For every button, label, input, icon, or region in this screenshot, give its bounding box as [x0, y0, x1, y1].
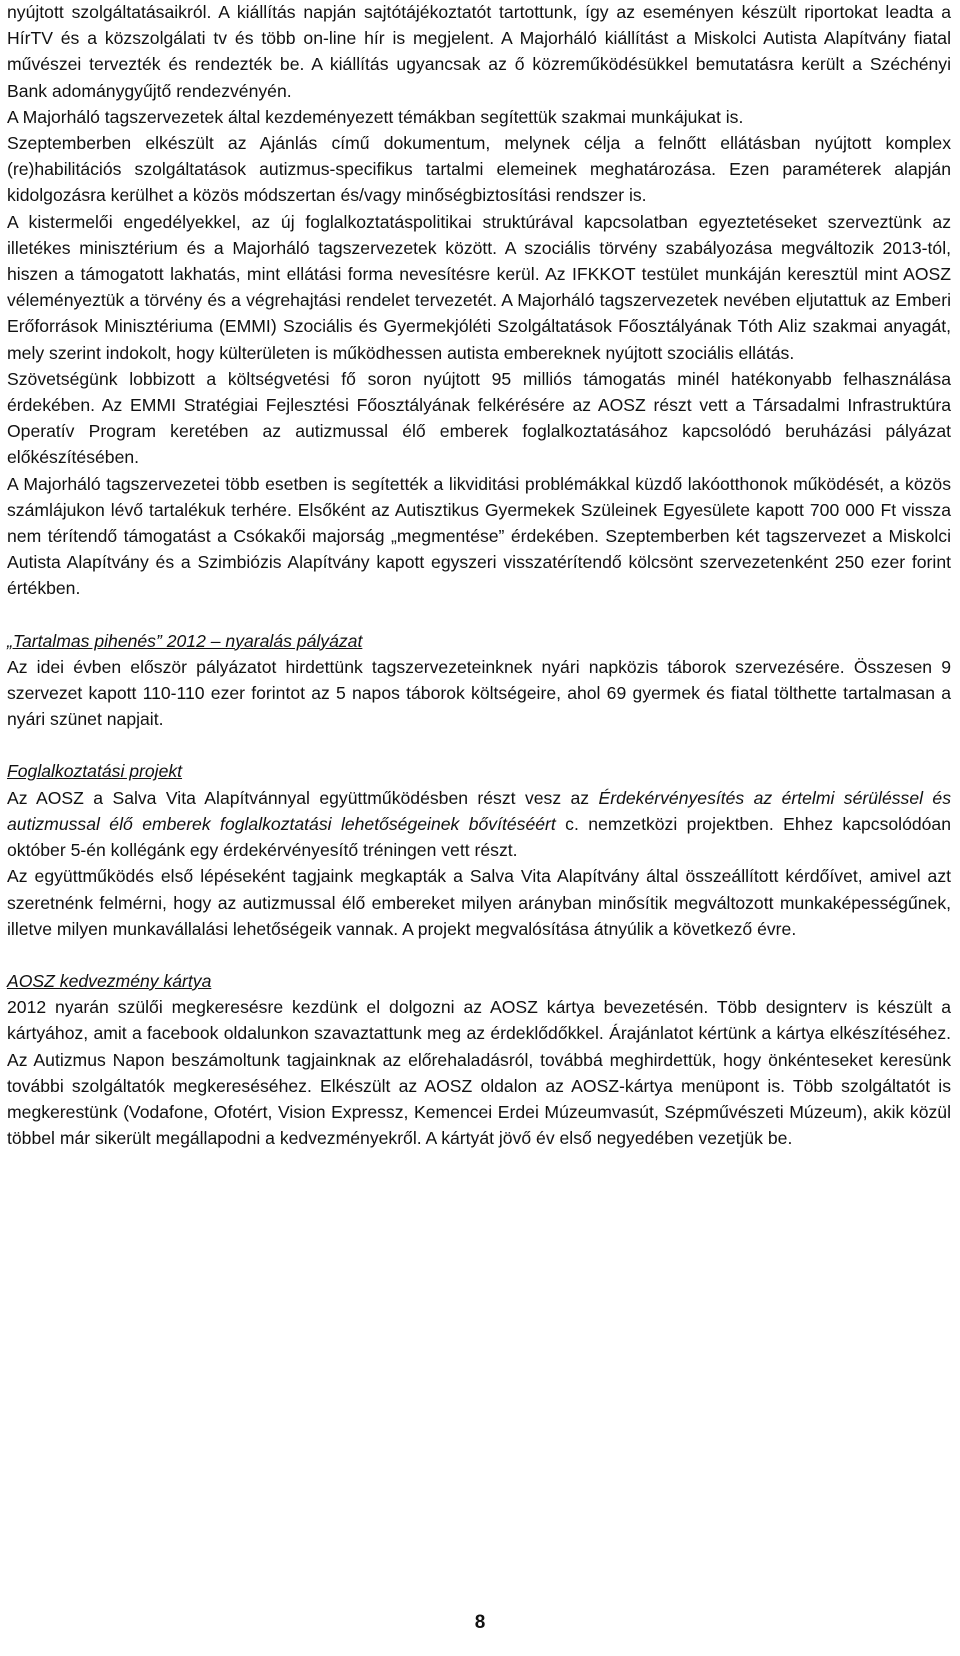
- heading-employment-project-text: Foglalkoztatási projekt: [7, 761, 183, 782]
- employment-project-text-end: c. nemzetközi projektben. Ehhez kapcsolódóan október 5-én kollégánk egy érdekérvényesítő tréningen vett részt.: [7, 813, 951, 861]
- employment-project-title: Érdekérvényesítés az értelmi sérüléssel és autizmussal élő emberek foglalkoztatási lehetőségeinek bővítéséért: [7, 787, 951, 834]
- heading-employment-project: [7, 758, 951, 784]
- paragraph-lobbying: Szövetségünk lobbizott a költségvetési fő soron nyújtott 95 milliós támogatás minél hatékonyabb felhasználása érdekében. Az EMMI Stratégiai Fejlesztési Főosztályának felkérésére az AOSZ részt vett a Társadalmi Infrastruktúra Operatív Program keretében az autizmussal élő emberek foglalkoztatásához kapcsolódó beruházási pályázat előkészítésében.: [7, 368, 951, 468]
- heading-summer-camp-text: „Tartalmas pihenés” 2012 – nyaralás pályázat: [7, 630, 363, 651]
- paragraph-exhibition: nyújtott szolgáltatásaikról. A kiállítás napján sajtótájékoztatót tartottunk, így az eseményen készült riportokat leadta a HírTV és a közszolgálati tv és több on-line hír is megjelent. A Majorháló kiállítást a Miskolci Autista Alapítvány fiatal művészei tervezték és rendezték be. A kiállítás ugyancsak az ő közreműködésükkel bemutatásra került a Széchényi Bank adománygyűjtő rendezvényén.: [7, 2, 951, 101]
- employment-project-text-start: Az AOSZ a Salva Vita Alapítvánnyal együttműködésben részt vesz az: [7, 787, 599, 808]
- paragraph-small-producers: A kistermelői engedélyekkel, az új foglalkoztatáspolitikai struktúrával kapcsolatban egyeztetéseket szerveztünk az illetékes minisztérium és a Majorháló tagszervezetek között. A szociális törvény szabályozása megváltozik 2013-tól, hiszen a támogatott lakhatás, mint ellátási forma nevesítésre kerül. Az IFKKOT testület munkáján keresztül mint AOSZ véleményeztük a törvény és a végrehajtási rendelet tervezetét. A Majorháló tagszervezetek nevében eljutattuk az Emberi Erőforrások Minisztériuma (EMMI) Szociális és Gyermekjóléti Szolgáltatások Főosztályának Tóth Aliz szakmai anyagát, mely szerint indokolt, hogy külterületen is működhessen autista embereknek nyújtott szociális ellátás.: [7, 211, 951, 363]
- paragraph-questionnaire: Az együttműködés első lépéseként tagjaink megkapták a Salva Vita Alapítvány által összeállított kérdőívet, amivel azt szeretnénk felmérni, hogy az autizmussal élő embereket milyen arányban minősítik megváltozott munkaképességűnek, illetve milyen munkavállalási lehetőségeik vannak. A projekt megvalósítása átnyúlik a következő évre.: [7, 866, 951, 939]
- paragraph-recommendation: Szeptemberben elkészült az Ajánlás című dokumentum, melynek célja a felnőtt ellátásban nyújtott komplex (re)habilitációs szolgáltatások autizmus-specifikus tartalmi elemeinek meghatározása. Ezen paraméterek alapján kidolgozásra kerülhet a közös módszertan és/vagy minőségbiztosítási rendszer is.: [7, 133, 951, 206]
- paragraph-discount-card: 2012 nyarán szülői megkeresésre kezdünk el dolgozni az AOSZ kártya bevezetésén. Több designterv is készült a kártyához, amit a facebook oldalunkon szavaztattunk meg az érdeklődőkkel. Árajánlatot kértünk a kártya elkészítéséhez. Az Autizmus Napon beszámoltunk tagjainknak az előrehaladásról, továbbá meghirdettük, hogy önkénteseket keresünk további szolgáltatók megkereséséhez. Elkészült az AOSZ oldalon az AOSZ-kártya menüpont is. Több szolgáltatót is megkerestünk (Vodafone, Ofotért, Vision Expressz, Kemencei Erdei Múzeumvasút, Szépművészeti Múzeum), akik közül többel már sikerült megállapodni a kedvezményekről. A kártyát jövő év első negyedében vezetjük be.: [7, 997, 951, 1149]
- section-gap: [7, 942, 951, 968]
- heading-summer-camp: [7, 628, 951, 654]
- heading-discount-card: [7, 968, 951, 994]
- heading-discount-card-text: AOSZ kedvezmény kártya: [7, 970, 212, 991]
- paragraph-liquidity: A Majorháló tagszervezetei több esetben is segítették a likviditási problémákkal küzdő lakóotthonok működését, a közös számlájukon lévő tartalékuk terhére. Elsőként az Autisztikus Gyermekek Szüleinek Egyesülete kapott 700 000 Ft vissza nem térítendő támogatást a Csókakői majorság „megmentése” érdekében. Szeptemberben két tagszervezet a Miskolci Autista Alapítvány és a Szimbiózis Alapítvány kapott egyszeri visszatérítendő kölcsönt szervezetenként 250 ezer forint értékben.: [7, 473, 951, 599]
- section-gap: [7, 602, 951, 628]
- page-number: 8: [474, 1612, 486, 1633]
- paragraph-summer-camp: Az idei évben először pályázatot hirdettünk tagszervezeteinknek nyári napközis táborok szervezésére. Összesen 9 szervezet kapott 110-110 ezer forintot az 5 napos táborok költségeire, ahol 69 gyermek és fiatal tölthette tartalmasan a nyári szünet napjait.: [7, 656, 951, 730]
- paragraph-majorhalo-topics: A Majorháló tagszervezetek által kezdeményezett témákban segítettük szakmai munkájukat is.: [7, 106, 744, 127]
- section-gap: [7, 732, 951, 758]
- document-page: [7, 0, 951, 1151]
- paragraph-employment-project: [7, 785, 951, 864]
